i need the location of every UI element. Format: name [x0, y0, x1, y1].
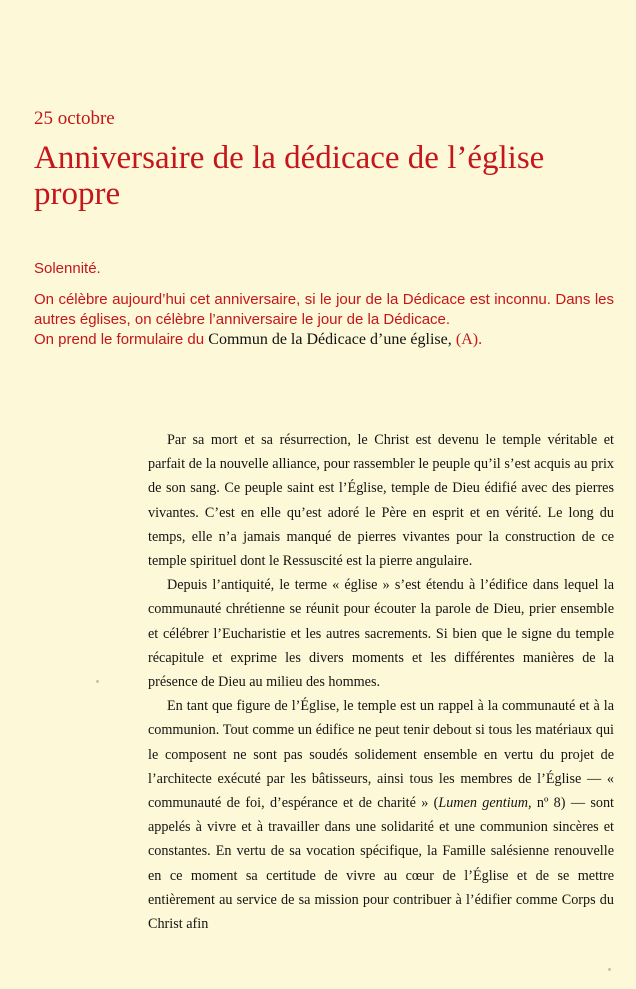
- paragraph-3-part-b: nº 8) — sont appelés à vivre et à travailler dans une solidarité et une communion sincères et constantes. En vertu de sa vocation spécifique, la Famille salésienne renouvelle en ce moment sa certitude de vivre au cœur de l’Église et de se mettre entièrement au service de sa mission pour contribuer à l’édifier comme Corps du Christ afin: [148, 795, 614, 933]
- body-paragraph-3: [148, 694, 614, 936]
- body-text: [148, 428, 614, 936]
- citation-lumen-gentium: Lumen gentium,: [438, 795, 532, 812]
- rubric-formulary: [34, 330, 614, 350]
- body-paragraph-1: Par sa mort et sa résurrection, le Christ est devenu le temple véritable et parfait de la nouvelle alliance, pour rassembler le peuple qu’il s’est acquis au prix de son sang. Ce peuple saint est l’Église, temple de Dieu édifié avec des pierres vivantes. C’est en elle qu’est adoré le Père en esprit et en vérité. Le long du temps, elle n’a jamais manqué de pierres vivantes pour la construction de ce temple spirituel dont le Ressuscité est la pierre angulaire.: [148, 432, 614, 570]
- common-reference: Commun de la Dédicace d’une église,: [208, 331, 452, 348]
- formulary-ref: (A).: [455, 331, 483, 348]
- date-heading: 25 octobre: [34, 108, 115, 129]
- body-paragraph-2: Depuis l’antiquité, le terme « église » s’est étendu à l’édifice dans lequel la communauté chrétienne se réunit pour écouter la parole de Dieu, prier ensemble et célébrer l’Eucharistie et les autres sacrements. Si bien que le signe du temple récapitule et exprime les divers moments et les différentes manières de la présence de Dieu au milieu des hommes.: [148, 577, 614, 691]
- rubric-solemnity: Solennité.: [34, 260, 101, 277]
- rubrics-block: [34, 259, 614, 350]
- formulary-prefix: On prend le formulaire du: [34, 331, 205, 348]
- paper-speck: [96, 680, 99, 683]
- paper-speck: [608, 968, 611, 971]
- rubric-instruction: On célèbre aujourd’hui cet anniversaire, si le jour de la Dédicace est inconnu. Dans les autres églises, on célèbre l’anniversaire le jour de la Dédicace.: [34, 291, 614, 328]
- page-title: Anniversaire de la dédicace de l’église propre: [34, 140, 545, 212]
- paragraph-3-part-a: En tant que figure de l’Église, le temple est un rappel à la communauté et à la communion. Tout comme un édifice ne peut tenir debout si tous les matériaux qui le composent ne sont pas soudés solidement ensemble en vertu du projet de l’architecte exécuté par les bâtisseurs, ainsi tous les membres de l’Église — « communauté de foi, d’espérance et de charité » (: [148, 698, 614, 812]
